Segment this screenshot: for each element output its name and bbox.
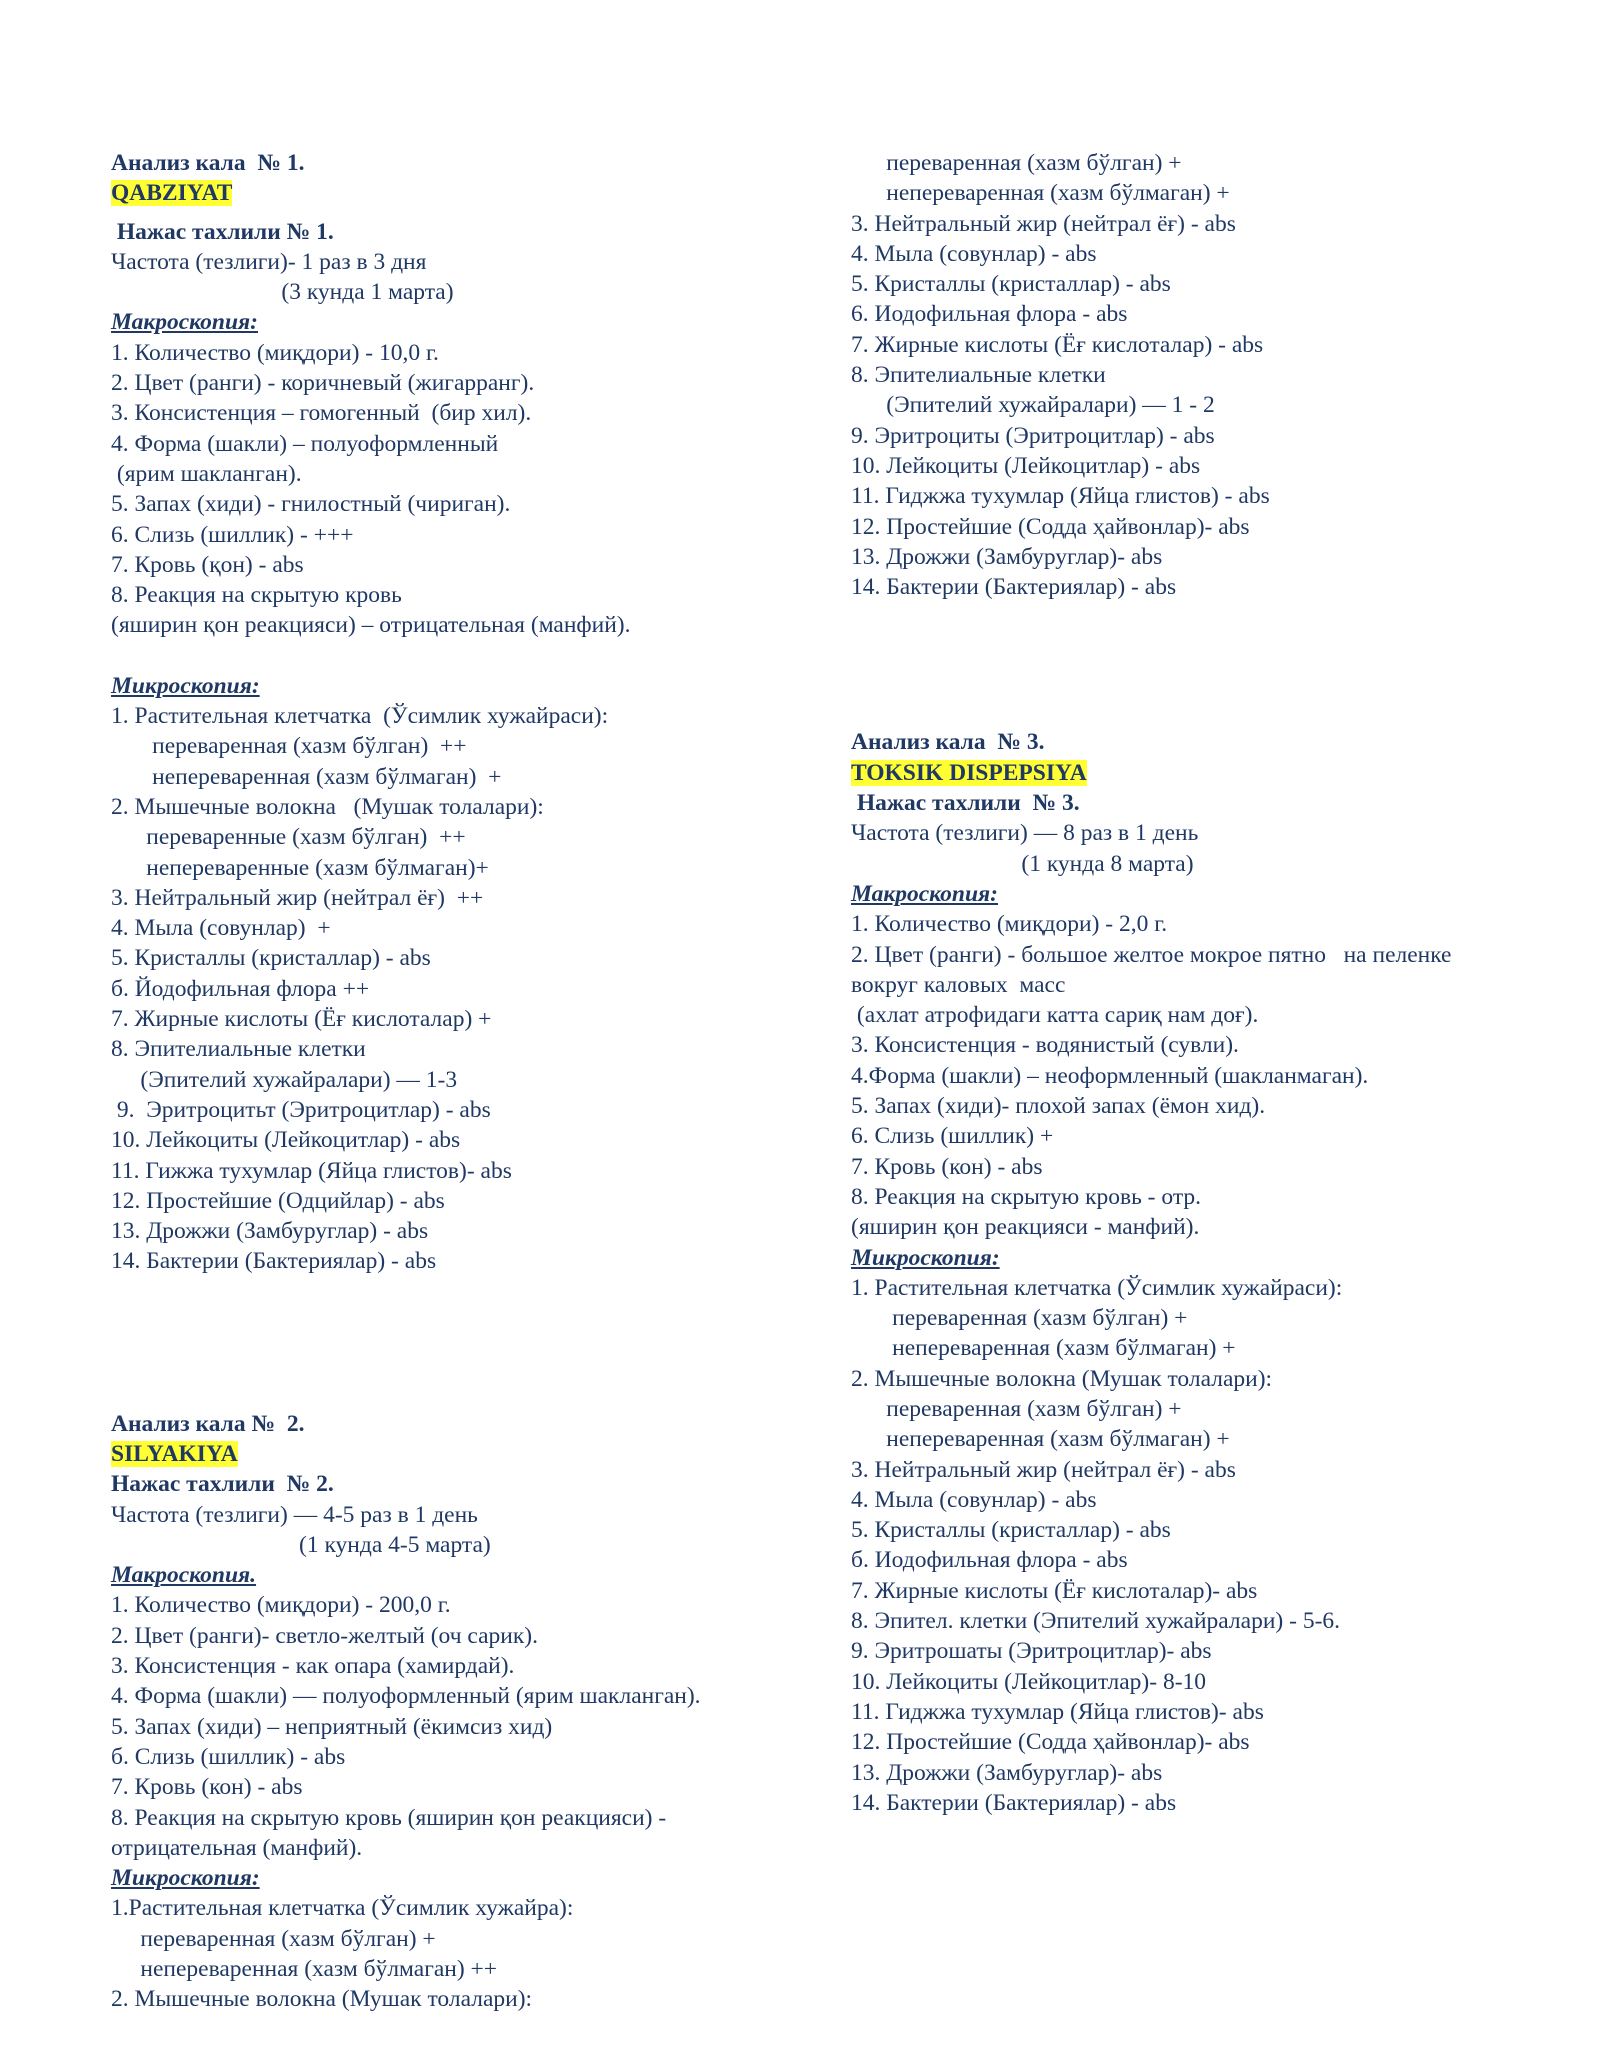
text-line: 12. Простейшие (Одцийлар) - abs bbox=[111, 1187, 445, 1214]
text-line: 7. Жирные кислоты (Ёғ кислоталар)- abs bbox=[851, 1577, 1258, 1604]
text-line: 10. Лейкоциты (Лейкоцитлар)- 8-10 bbox=[851, 1668, 1207, 1695]
text-line: 3. Нейтральный жир (нейтрал ёғ) - abs bbox=[851, 1456, 1236, 1483]
text-line: 14. Бактерии (Бактериялар) - abs bbox=[111, 1248, 437, 1275]
text-line: 13. Дрожжи (Замбуруглар)- abs bbox=[851, 543, 1163, 570]
text-line: 1. Количество (миқдори) - 2,0 г. bbox=[851, 911, 1168, 938]
section-heading: Микроскопия: bbox=[111, 1865, 260, 1892]
text-line: 4. Мыла (совунлар) + bbox=[111, 915, 331, 942]
text-line: 6. Иодофильная флора - abs bbox=[851, 301, 1128, 328]
text-line: Частота (тезлиги)- 1 раз в 3 дня bbox=[111, 248, 427, 275]
text-line: (Эпителий хужайралари) — 1 - 2 bbox=[851, 392, 1215, 419]
text-line: 13. Дрожжи (Замбуруглар)- abs bbox=[851, 1759, 1163, 1786]
text-line: переваренная (хазм бўлган) + bbox=[851, 150, 1182, 176]
text-line: 1.Растительная клетчатка (Ўсимлик хужайра): bbox=[111, 1895, 574, 1922]
text-line: 8. Реакция на скрытую кровь bbox=[111, 582, 402, 609]
text-line: 3. Консистенция - как опара (хамирдай). bbox=[111, 1653, 515, 1680]
text-line: 4.Форма (шакли) – неоформленный (шакланмаган). bbox=[851, 1062, 1369, 1089]
text-line: 10. Лейкоциты (Лейкоцитлар) - abs bbox=[851, 452, 1201, 479]
diagnosis-heading bbox=[111, 178, 811, 208]
text-line: 5. Запах (хиди)- плохой запах (ёмон хид). bbox=[851, 1093, 1266, 1120]
diagnosis-highlight: SILYAKIYA bbox=[111, 1440, 238, 1467]
text-line: 1. Растительная клетчатка (Ўсимлик хужайраси): bbox=[851, 1274, 1343, 1301]
text-line: 8. Реакция на скрытую кровь (яширин қон реакцияси) - bbox=[111, 1804, 667, 1831]
text-line: 5. Кристаллы (кристаллар) - abs bbox=[111, 945, 431, 972]
text-line: 11. Гижжа тухумлар (Яйца глистов)- abs bbox=[111, 1157, 512, 1184]
text-line: 11. Гиджжа тухумлар (Яйца глистов) - abs bbox=[851, 483, 1270, 510]
diagnosis-highlight: QABZIYAT bbox=[111, 180, 233, 207]
text-line: 4. Мыла (совунлар) - abs bbox=[851, 240, 1097, 267]
text-line: 11. Гиджжа тухумлар (Яйца глистов)- abs bbox=[851, 1698, 1264, 1725]
text-line: 4. Форма (шакли) — полуоформленный (ярим шакланган). bbox=[111, 1683, 701, 1710]
text-line: 8. Реакция на скрытую кровь - отр. bbox=[851, 1183, 1201, 1210]
text-line: 2. Мышечные волокна (Мушак толалари): bbox=[111, 793, 544, 820]
text-line: 12. Простейшие (Содда ҳайвонлар)- abs bbox=[851, 513, 1250, 540]
text-line: переваренная (хазм бўлган) + bbox=[851, 1305, 1188, 1332]
text-line: переваренная (хазм бўлган) + bbox=[851, 1395, 1182, 1422]
text-line: 10. Лейкоциты (Лейкоцитлар) - abs bbox=[111, 1127, 461, 1154]
section-heading: Макроскопия: bbox=[111, 309, 258, 336]
text-line: непереваренные (хазм бўлмаган)+ bbox=[111, 854, 489, 881]
text-line: 7. Жирные кислоты (Ёғ кислоталар) - abs bbox=[851, 331, 1264, 358]
text-line: 4. Мыла (совунлар) - abs bbox=[851, 1486, 1097, 1513]
diagnosis-heading bbox=[851, 758, 1571, 788]
text-line: 1. Количество (миқдори) - 200,0 г. bbox=[111, 1592, 451, 1619]
analysis-heading: Нажас тахлили № 3. bbox=[851, 790, 1080, 817]
text-line: (1 кунда 8 марта) bbox=[851, 850, 1194, 877]
section-heading: Микроскопия: bbox=[111, 672, 260, 699]
spacer bbox=[111, 641, 811, 671]
text-line: 3. Нейтральный жир (нейтрал ёғ) ++ bbox=[111, 884, 484, 911]
text-line: 3. Консистенция – гомогенный (бир хил). bbox=[111, 400, 532, 427]
text-line: 2. Цвет (ранги) - большое желтое мокрое пятно на пеленке bbox=[851, 941, 1452, 968]
text-line: 14. Бактерии (Бактериялар) - abs bbox=[851, 1789, 1177, 1816]
text-line: 7. Кровь (кон) - abs bbox=[111, 1774, 303, 1801]
text-line: 4. Форма (шакли) – полуоформленный bbox=[111, 430, 499, 457]
text-line: (Эпителий хужайралари) — 1-3 bbox=[111, 1066, 458, 1093]
text-line: непереваренная (хазм бўлмаган) + bbox=[111, 763, 502, 790]
text-line: 2. Цвет (ранги)- светло-желтый (оч сарик). bbox=[111, 1622, 538, 1649]
text-line: 7. Жирные кислоты (Ёғ кислоталар) + bbox=[111, 1006, 492, 1033]
text-line: 1. Растительная клетчатка (Ўсимлик хужайраси): bbox=[111, 703, 609, 730]
text-line: переваренные (хазм бўлган) ++ bbox=[111, 824, 466, 851]
text-line: переваренная (хазм бўлган) ++ bbox=[111, 733, 467, 760]
text-line: (яширин қон реакцияси - манфий). bbox=[851, 1214, 1200, 1241]
text-line: 9. Эритрошаты (Эритроцитлар)- abs bbox=[851, 1638, 1212, 1665]
section-heading: Микроскопия: bbox=[851, 1244, 1000, 1271]
text-line: 8. Эпител. клетки (Эпителий хужайралари) - 5-6. bbox=[851, 1608, 1341, 1635]
text-line: 1. Количество (миқдори) - 10,0 г. bbox=[111, 339, 439, 366]
text-line: непереваренная (хазм бўлмаган) + bbox=[851, 1335, 1236, 1362]
text-line: б. Иодофильная флора - abs bbox=[851, 1547, 1128, 1574]
text-line: непереваренная (хазм бўлмаган) + bbox=[851, 1426, 1230, 1453]
diagnosis-highlight: TOKSIK DISPEPSIYA bbox=[851, 759, 1087, 786]
spacer bbox=[111, 1277, 811, 1409]
text-line: 12. Простейшие (Содда ҳайвонлар)- abs bbox=[851, 1729, 1250, 1756]
left-column bbox=[111, 148, 811, 2015]
text-line: 13. Дрожжи (Замбуруглар) - abs bbox=[111, 1218, 429, 1245]
text-line: (1 кунда 4-5 марта) bbox=[111, 1531, 491, 1558]
text-line: непереваренная (хазм бўлмаган) + bbox=[851, 180, 1230, 207]
text-line: переваренная (хазм бўлган) + bbox=[111, 1925, 436, 1952]
text-line: (ахлат атрофидаги катта сариқ нам доғ). bbox=[851, 1002, 1259, 1029]
text-line: вокруг каловых масс bbox=[851, 971, 1066, 998]
text-line: отрицательная (манфий). bbox=[111, 1834, 363, 1861]
text-line: 14. Бактерии (Бактериялар) - abs bbox=[851, 574, 1177, 601]
analysis-heading: Анализ кала № 3. bbox=[851, 729, 1045, 756]
text-line: 8. Эпителиальные клетки bbox=[851, 362, 1106, 389]
text-line: 6. Слизь (шиллик) - +++ bbox=[111, 521, 354, 548]
text-line: 9. Эритроцитьт (Эритроцитлар) - abs bbox=[111, 1096, 491, 1123]
text-line: б. Йодофильная флора ++ bbox=[111, 975, 370, 1002]
text-line: 9. Эритроциты (Эритроцитлар) - abs bbox=[851, 422, 1215, 449]
spacer bbox=[851, 602, 1571, 727]
text-line: 5. Запах (хиди) - гнилостный (чириган). bbox=[111, 491, 511, 518]
text-line: (ярим шакланган). bbox=[111, 460, 302, 487]
text-line: Частота (тезлиги) — 8 раз в 1 день bbox=[851, 820, 1199, 847]
text-line: 2. Мышечные волокна (Мушак толалари): bbox=[111, 1986, 533, 2013]
text-line: 5. Кристаллы (кристаллар) - abs bbox=[851, 271, 1171, 298]
text-line: Частота (тезлиги) — 4-5 раз в 1 день bbox=[111, 1501, 478, 1528]
section-heading: Макроскопия: bbox=[851, 880, 998, 907]
text-line: 7. Кровь (кон) - abs bbox=[851, 1153, 1043, 1180]
diagnosis-heading bbox=[111, 1439, 811, 1469]
right-column bbox=[851, 148, 1571, 1818]
text-line: 5. Запах (хиди) – неприятный (ёкимсиз хид) bbox=[111, 1713, 553, 1740]
text-line: непереваренная (хазм бўлмаган) ++ bbox=[111, 1956, 498, 1983]
text-line: 5. Кристаллы (кристаллар) - abs bbox=[851, 1517, 1171, 1544]
text-line: 2. Цвет (ранги) - коричневый (жигарранг). bbox=[111, 370, 535, 397]
analysis-heading: Нажас тахлили № 2. bbox=[111, 1471, 334, 1498]
analysis-heading: Нажас тахлили № 1. bbox=[111, 218, 334, 245]
text-line: 2. Мышечные волокна (Мушак толалари): bbox=[851, 1365, 1273, 1392]
text-line: 7. Кровь (қон) - abs bbox=[111, 551, 304, 578]
text-line: (3 кунда 1 марта) bbox=[111, 279, 454, 306]
text-line: 8. Эпителиальные клетки bbox=[111, 1036, 366, 1063]
analysis-heading: Анализ кала № 1. bbox=[111, 150, 305, 176]
text-line: 3. Нейтральный жир (нейтрал ёғ) - abs bbox=[851, 210, 1236, 237]
text-line: 6. Слизь (шиллик) + bbox=[851, 1123, 1054, 1150]
text-line: 3. Консистенция - водянистый (сувли). bbox=[851, 1032, 1239, 1059]
text-line: (яширин қон реакцияси) – отрицательная (манфий). bbox=[111, 612, 631, 639]
text-line: б. Слизь (шиллик) - abs bbox=[111, 1743, 346, 1770]
section-heading: Макроскопия. bbox=[111, 1562, 257, 1589]
analysis-heading: Анализ кала № 2. bbox=[111, 1410, 305, 1437]
